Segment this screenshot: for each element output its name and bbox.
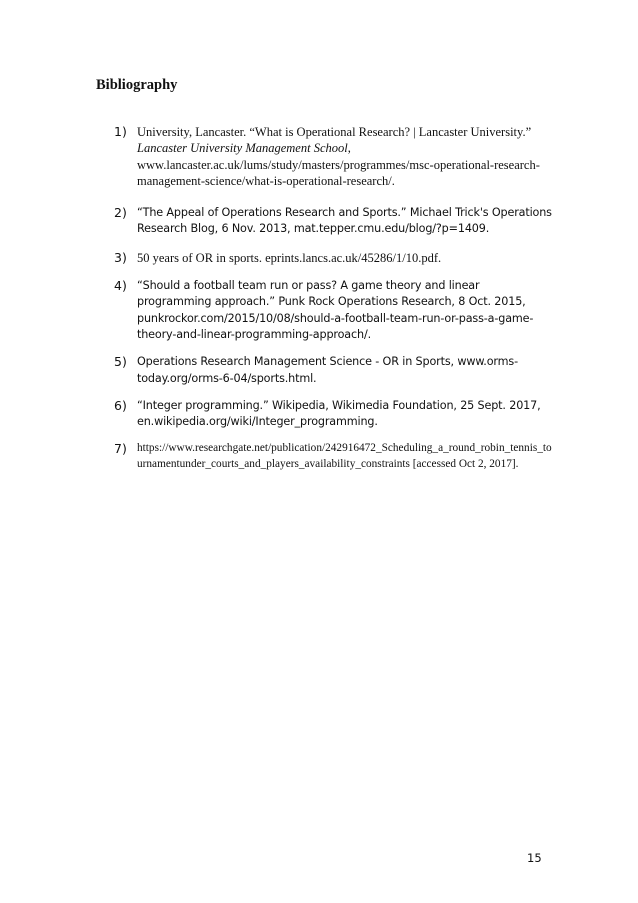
reference-number: 4) (114, 278, 127, 294)
reference-item (114, 124, 554, 189)
reference-number: 5) (114, 354, 127, 370)
reference-text: Operations Research Management Science - OR in Sports, www.orms-today.org/orms-6-04/sports.html. (137, 355, 518, 385)
page-number: 15 (527, 851, 542, 865)
reference-number: 6) (114, 397, 127, 413)
reference-number: 1) (114, 124, 127, 139)
reference-text: 50 years of OR in sports. eprints.lancs.ac.uk/45286/1/10.pdf. (137, 250, 442, 265)
reference-item (114, 441, 554, 472)
reference-item (114, 250, 554, 266)
reference-text-part: , www.lancaster.ac.uk/lums/study/masters/programmes/msc-operational-research-management-science/what-is-operational-research/. (137, 141, 540, 188)
reference-text: “Integer programming.” Wikipedia, Wikimedia Foundation, 25 Sept. 2017, en.wikipedia.org/wiki/Integer_programming. (137, 398, 541, 429)
reference-text-part: University, Lancaster. “What is Operational Research? | Lancaster University.” (137, 125, 532, 139)
reference-italic-title: Lancaster University Management School (137, 141, 348, 156)
reference-number: 3) (114, 249, 127, 265)
reference-text: “The Appeal of Operations Research and Sports.” Michael Trick's Operations Research Blog, 6 Nov. 2013, mat.tepper.cmu.edu/blog/?p=1409. (137, 206, 552, 236)
reference-number: 2) (114, 205, 127, 221)
reference-text: https://www.researchgate.net/publication/242916472_Scheduling_a_round_robin_tennis_tournamentunder_courts_and_players_availability_constraints [accessed Oct 2, 2017]. (137, 442, 552, 470)
reference-list (114, 124, 554, 472)
page-title: Bibliography (96, 77, 178, 93)
reference-text: “Should a football team run or pass? A game theory and linear programming approach.” Punk Rock Operations Research, 8 Oct. 2015, punkrockor.com/2015/10/08/should-a-football-team-run-or-pass-a-game-theory-and-linear-programming-approach/. (137, 279, 534, 341)
reference-item (114, 278, 554, 343)
reference-number: 7) (114, 441, 127, 457)
reference-item (114, 354, 554, 387)
reference-item (114, 398, 554, 431)
reference-text (137, 124, 554, 189)
reference-item (114, 205, 554, 238)
